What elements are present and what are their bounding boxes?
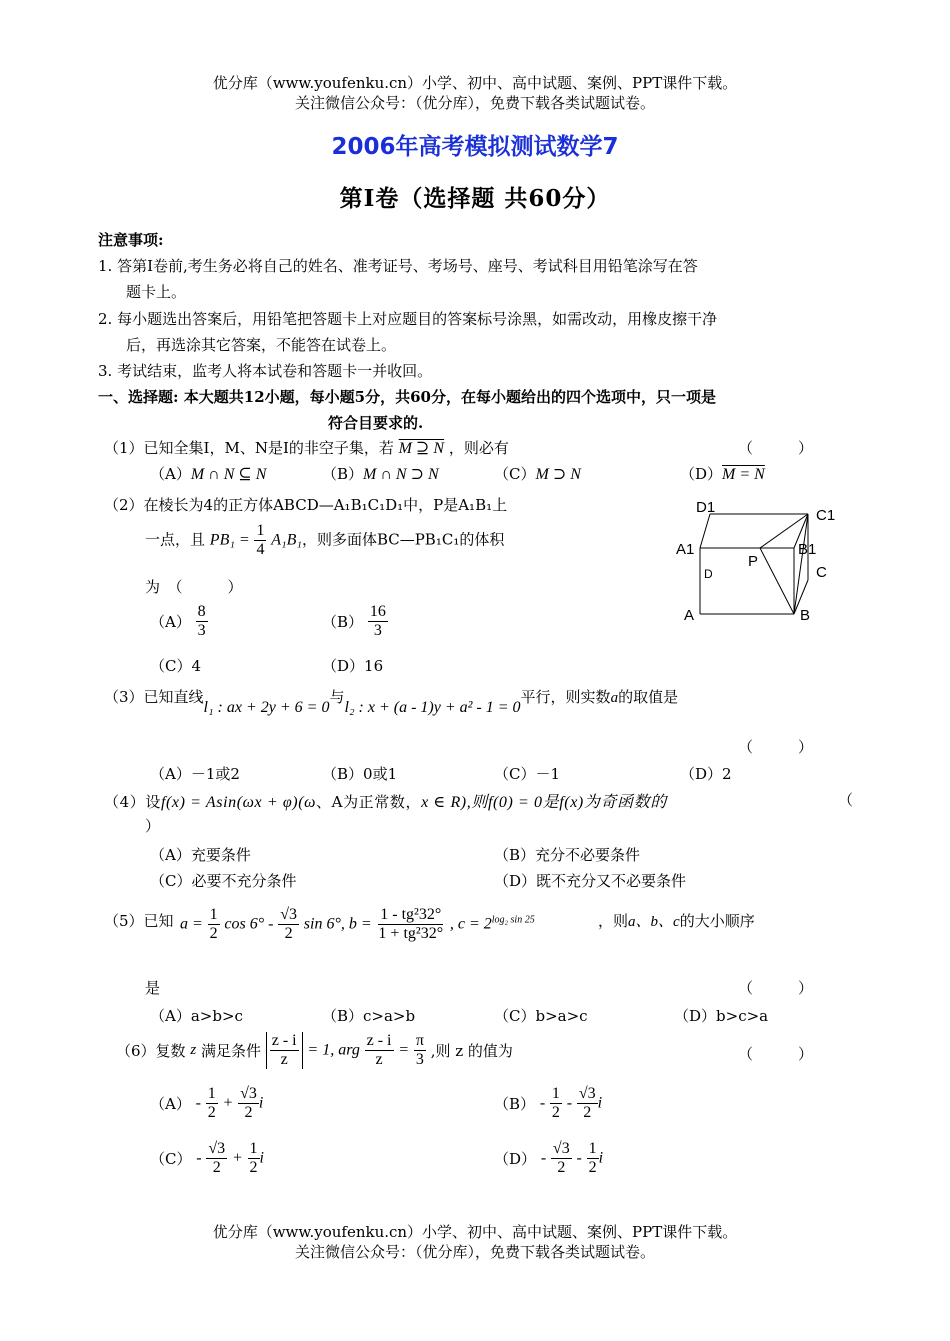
q5-option-a: （A）a>b>c	[150, 1007, 243, 1025]
q2-stem-line-3: 为 （ ）	[145, 578, 243, 596]
q6-option-a: （A） - $\frac{1}{2}$ + $\frac{√3}{2}$ i	[150, 1085, 264, 1121]
q4-option-c: （C）必要不充分条件	[150, 872, 297, 890]
notice-item-1: 1. 答第Ⅰ卷前,考生务必将自己的姓名、准考证号、考场号、座号、考试科目用铅笔涂写在答	[98, 257, 698, 275]
q4-paren-close: ）	[145, 817, 161, 835]
q1-option-a: （A）M ∩ N ⊆ N	[150, 465, 267, 483]
edge-pb	[760, 548, 794, 614]
q6-stem: （6）复数 z 满足条件 $\frac{z - i}{z}$ = 1, arg $\frac{z - i}{z}$ = $\frac{\pi}{3}$ ,则 z 的值为	[116, 1032, 513, 1068]
q5-option-c: （C）b>a>c	[494, 1007, 588, 1025]
q6-option-d: （D） - $\frac{√3}{2}$ - $\frac{1}{2}$ i	[494, 1140, 604, 1176]
q1-option-c: （C）M ⊃ N	[494, 465, 581, 483]
q4-option-d: （D）既不充分又不必要条件	[494, 872, 687, 890]
q5-tail-cont: 是	[145, 979, 161, 997]
label-c: C	[816, 564, 827, 581]
notice-item-2-cont: 后，再选涂其它答案，不能答在试卷上。	[126, 336, 397, 354]
label-b: B	[800, 607, 811, 624]
q3-stem: （3）已知直线l₁ : ax + 2y + 6 = 0与l₂ : x + (a - 1)y + a² - 1 = 0平行，则实数a的取值是	[104, 688, 679, 716]
q3-option-c: （C）－1	[494, 765, 561, 783]
q3-option-a: （A）－1或2	[150, 765, 240, 783]
label-b1: B1	[798, 541, 817, 558]
q5-option-b: （B）c>a>b	[322, 1007, 416, 1025]
label-d1: D1	[696, 499, 716, 516]
notice-item-1-cont: 题卡上。	[126, 283, 187, 301]
q5-tail: ，则a、b、c的大小顺序	[598, 912, 755, 930]
label-c1: C1	[816, 507, 836, 524]
q3-answer-blank: （ ）	[738, 738, 814, 756]
q4-option-b: （B）充分不必要条件	[494, 846, 641, 864]
q6-option-c: （C） - $\frac{√3}{2}$ + $\frac{1}{2}$ i	[150, 1140, 264, 1176]
footer-line-1: 优分库（www.youfenku.cn）小学、初中、高中试题、案例、PPT课件下载。	[212, 1223, 738, 1241]
footer-line-2: 关注微信公众号：（优分库），免费下载各类试题试卷。	[294, 1243, 655, 1261]
q2-stem-line-2: 一点，且 PB₁ = $\frac{1}{4}$ A₁B₁，则多面体BC—PB₁C₁的体积	[145, 522, 505, 558]
edge-a1d1	[700, 514, 710, 548]
q2-option-a: （A） $\frac{8}{3}$	[150, 603, 206, 639]
header-line-2: 关注微信公众号：（优分库），免费下载各类试题试卷。	[294, 94, 655, 112]
q1-stem: （1）已知全集Ⅰ，M、N是Ⅰ的非空子集，若 M ⊇ N ，则必有	[104, 439, 509, 457]
q3-option-b: （B）0或1	[322, 765, 398, 783]
q5-option-d: （D）b>c>a	[674, 1007, 769, 1025]
q1-option-d: （D）M = N	[680, 465, 765, 483]
page-title: 2006年高考模拟测试数学7	[331, 134, 619, 160]
label-a: A	[684, 607, 695, 624]
section-1-heading-cont: 符合目要求的.	[328, 414, 424, 432]
section-subtitle: 第Ⅰ卷（选择题 共60分）	[339, 185, 611, 212]
q4-option-a: （A）充要条件	[150, 846, 251, 864]
q4-stem: （4）设f(x) = Asin(ωx + φ)(ω、A为正常数，x ∈ R),则f(0) = 0是f(x)为奇函数的	[104, 793, 667, 811]
q6-option-b: （B） - $\frac{1}{2}$ - $\frac{√3}{2}$ i	[494, 1085, 603, 1121]
q5-stem: （5）已知	[104, 912, 174, 930]
notice-heading: 注意事项:	[98, 231, 164, 249]
cube-figure	[668, 496, 848, 631]
header-line-1: 优分库（www.youfenku.cn）小学、初中、高中试题、案例、PPT课件下载。	[212, 74, 738, 92]
label-a1: A1	[676, 541, 695, 558]
q1-answer-blank: （ ）	[738, 439, 814, 457]
q2-option-d: （D）16	[322, 657, 384, 675]
q3-option-d: （D）2	[680, 765, 732, 783]
q1-condition: M ⊇ N	[398, 440, 445, 457]
q6-answer-blank: （ ）	[738, 1045, 814, 1063]
section-1-heading: 一、选择题: 本大题共12小题，每小题5分，共60分，在每小题给出的四个选项中，只一项是	[98, 388, 716, 406]
q5-answer-blank: （ ）	[738, 979, 814, 997]
q1-option-b: （B）M ∩ N ⊃ N	[322, 465, 439, 483]
label-d: D	[704, 567, 713, 581]
notice-item-3: 3. 考试结束，监考人将本试卷和答题卡一并收回。	[98, 362, 433, 380]
q4-paren-open: （	[838, 791, 854, 809]
q2-option-b: （B） $\frac{16}{3}$	[322, 603, 386, 639]
q2-fraction: $\frac{1}{4}$	[256, 522, 265, 558]
notice-item-2: 2. 每小题选出答案后，用铅笔把答题卡上对应题目的答案标号涂黑，如需改动，用橡皮擦干净	[98, 310, 718, 328]
q2-stem-line-1: （2）在棱长为4的正方体ABCD—A₁B₁C₁D₁中，P是A₁B₁上	[104, 496, 508, 514]
q2-option-c: （C）4	[150, 657, 202, 675]
label-p: P	[748, 553, 759, 570]
edge-c1b	[794, 514, 808, 614]
q5-formula: a = $\frac{1}{2}$ cos 6° - $\frac{√3}{2}$ sin 6°, b = $\frac{\text{1 - tg²32°}}{\text{1 + tg²32°}}$ , $c = 2^{log_2 sin 25}$	[180, 906, 535, 942]
